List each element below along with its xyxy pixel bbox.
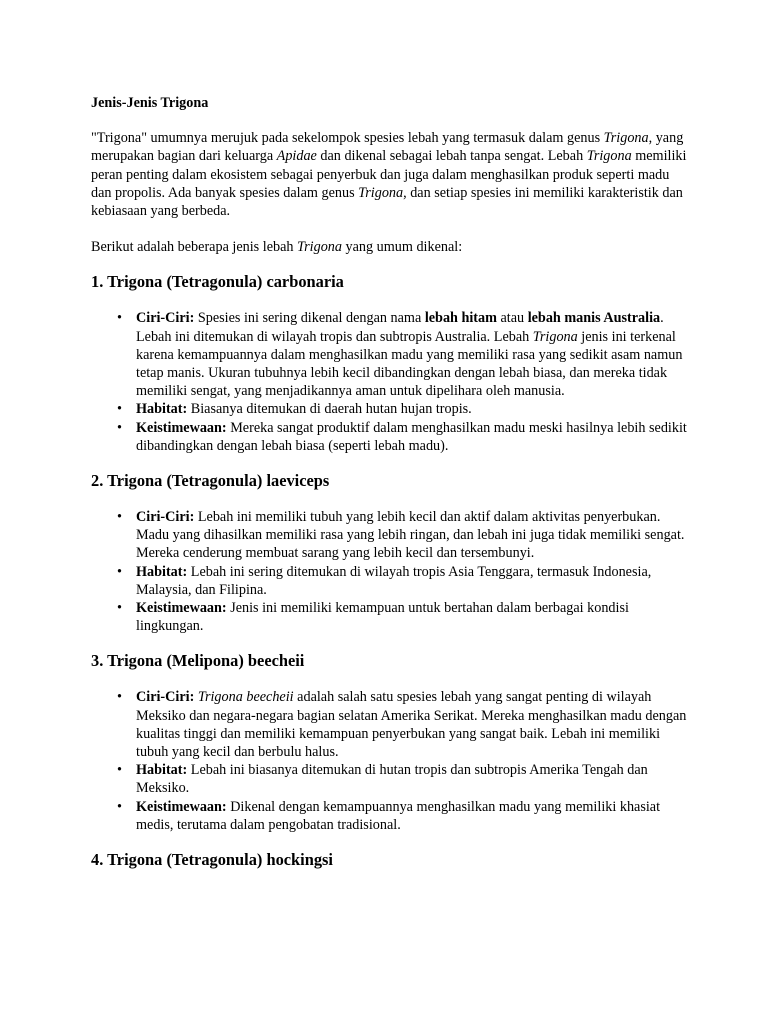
- section-carbonaria: [91, 272, 691, 455]
- intro-text: "Trigona" umumnya merujuk pada sekelompok spesies lebah yang termasuk dalam genus: [91, 130, 604, 147]
- list-item-ciri: [136, 688, 691, 761]
- lead-text: Berikut adalah beberapa jenis lebah: [91, 239, 298, 256]
- item-text: Jenis ini memiliki kemampuan untuk bertahan dalam berbagai kondisi lingkungan.: [136, 600, 629, 635]
- intro-text: , yang merupakan bagian dari keluarga: [91, 130, 684, 165]
- item-text: Lebah ini biasanya ditemukan di hutan tropis dan subtropis Amerika Tengah dan Meksiko.: [136, 762, 648, 797]
- feature-list: [91, 508, 691, 635]
- item-label: Ciri-Ciri:: [136, 310, 195, 327]
- item-text: jenis ini terkenal karena kemampuannya dalam menghasilkan madu yang memiliki rasa yang sedikit asam namun tetap manis. Ukuran tubuhnya lebih kecil dibandingkan dengan lebah biasa, dan mereka tidak memiliki sengat, yang menjadikannya aman untuk dipelihara oleh manusia.: [136, 328, 683, 400]
- item-bold-term: lebah manis Australia: [527, 310, 661, 327]
- item-label: Keistimewaan:: [136, 419, 227, 436]
- list-item-habitat: [136, 400, 691, 418]
- intro-text: , dan setiap spesies ini memiliki karakteristik dan kebiasaan yang berbeda.: [91, 184, 683, 220]
- document-body: [91, 94, 691, 887]
- intro-genus: Trigona: [603, 130, 649, 147]
- item-text: . Lebah ini ditemukan di wilayah tropis dan subtropis Australia. Lebah: [136, 310, 664, 345]
- item-text: atau: [496, 310, 528, 327]
- item-genus: Trigona: [532, 328, 578, 345]
- item-label: Habitat:: [136, 563, 188, 580]
- list-item-ciri: [136, 309, 691, 400]
- feature-list: [91, 309, 691, 455]
- list-item-habitat: [136, 761, 691, 797]
- item-label: Ciri-Ciri:: [136, 689, 195, 706]
- item-text: Spesies ini sering dikenal dengan nama: [194, 310, 425, 327]
- item-text: adalah salah satu spesies lebah yang sangat penting di wilayah Meksiko dan negara-negara bagian selatan Amerika Serikat. Mereka menghasilkan madu dengan kualitas tinggi dan memiliki kemampuan penyerbukan yang sangat baik. Lebah ini memiliki tubuh yang kecil dan berbulu halus.: [136, 689, 687, 761]
- item-species: Trigona beecheii: [197, 689, 294, 706]
- item-bold-term: lebah hitam: [424, 310, 497, 327]
- item-label: Keistimewaan:: [136, 600, 227, 617]
- intro-paragraph: [91, 129, 691, 220]
- intro-text: dan dikenal sebagai lebah tanpa sengat. Lebah: [316, 148, 587, 165]
- section-heading: 2. Trigona (Tetragonula) laeviceps: [91, 471, 330, 491]
- intro-family: Apidae: [276, 148, 317, 165]
- list-item-keistimewaan: [136, 419, 691, 455]
- list-item-ciri: [136, 508, 691, 563]
- lead-genus: Trigona: [297, 239, 342, 256]
- list-item-keistimewaan: [136, 599, 691, 635]
- lead-text: yang umum dikenal:: [341, 239, 463, 256]
- list-item-keistimewaan: [136, 798, 691, 834]
- section-heading: 4. Trigona (Tetragonula) hockingsi: [91, 850, 333, 870]
- feature-list: [91, 688, 691, 834]
- section-beecheii: [91, 651, 691, 834]
- item-label: Keistimewaan:: [136, 798, 227, 815]
- list-item-habitat: [136, 563, 691, 599]
- item-text: Dikenal dengan kemampuannya menghasilkan madu yang memiliki khasiat medis, terutama dalam pengobatan tradisional.: [136, 798, 661, 833]
- section-hockingsi: [91, 850, 691, 870]
- item-text: Lebah ini sering ditemukan di wilayah tropis Asia Tenggara, termasuk Indonesia, Malaysia, dan Filipina.: [136, 563, 652, 598]
- section-laeviceps: [91, 471, 691, 635]
- intro-genus: Trigona: [358, 184, 404, 201]
- intro-text: memiliki peran penting dalam ekosistem sebagai penyerbuk dan juga dalam menghasilkan produk seperti madu dan propolis. Ada banyak spesies dalam genus: [91, 148, 687, 201]
- item-text: Mereka sangat produktif dalam menghasilkan madu meski hasilnya lebih sedikit dibandingkan dengan lebah biasa (seperti lebah madu).: [136, 419, 687, 454]
- item-label: Ciri-Ciri:: [136, 509, 195, 526]
- lead-paragraph: [91, 238, 691, 256]
- item-text: Lebah ini memiliki tubuh yang lebih kecil dan aktif dalam aktivitas penyerbukan. Madu yang dihasilkan memiliki rasa yang lebih ringan, dan lebah ini juga tidak memiliki sengat. Mereka cenderung membuat sarang yang lebih kecil dan tersembunyi.: [136, 509, 685, 562]
- intro-genus: Trigona: [586, 148, 632, 165]
- item-label: Habitat:: [136, 762, 188, 779]
- section-heading: 1. Trigona (Tetragonula) carbonaria: [91, 272, 344, 292]
- document-title: Jenis-Jenis Trigona: [91, 95, 209, 111]
- section-heading: 3. Trigona (Melipona) beecheii: [91, 651, 305, 671]
- item-text: Biasanya ditemukan di daerah hutan hujan tropis.: [187, 401, 472, 418]
- item-label: Habitat:: [136, 401, 188, 418]
